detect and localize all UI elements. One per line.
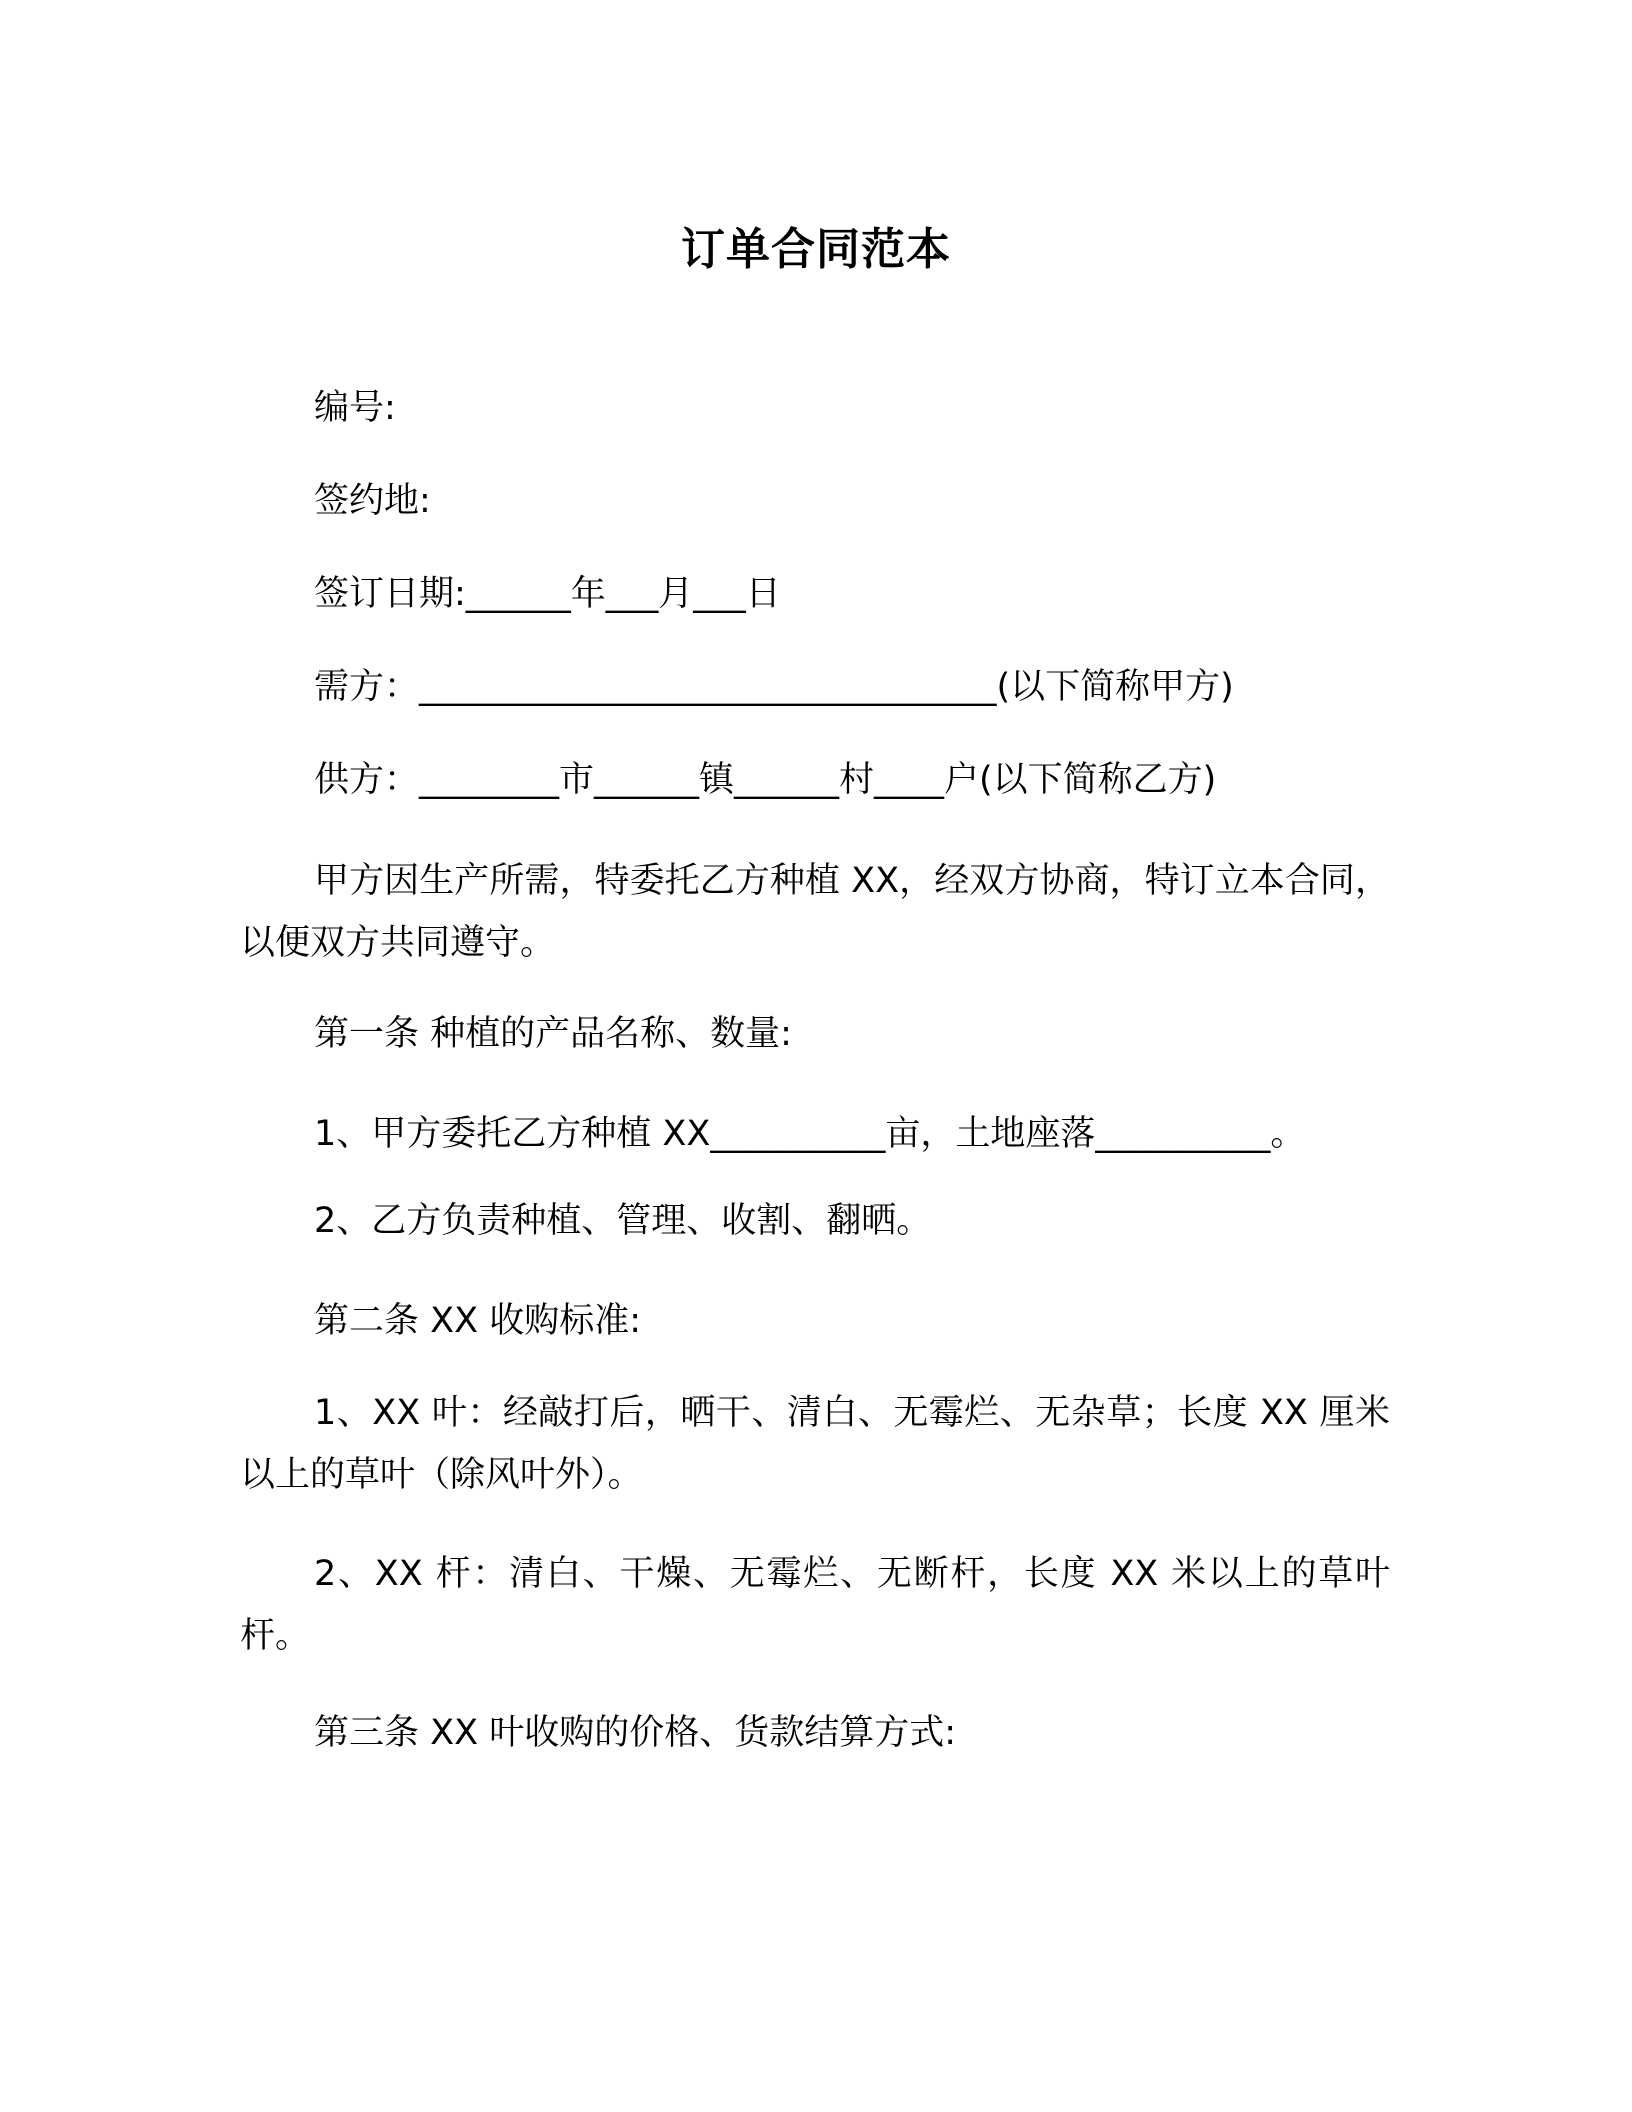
signing-date-line: 签订日期:______年___月___日 (314, 574, 781, 614)
party-a-line: 需方：_________________________________(以下简称甲方) (314, 667, 1234, 707)
article-1-item-2: 2、乙方负责种植、管理、收割、翻晒。 (314, 1201, 932, 1241)
article-2-item-2: 2、XX 杆：清白、干燥、无霉烂、无断杆，长度 XX 米以上的草叶杆。 (240, 1554, 1390, 1656)
article-3-heading: 第三条 XX 叶收购的价格、货款结算方式: (314, 1713, 956, 1753)
article-1-heading: 第一条 种植的产品名称、数量: (314, 1014, 792, 1054)
contract-number-label: 编号: (314, 388, 396, 428)
article-2-heading: 第二条 XX 收购标准: (314, 1301, 641, 1341)
signing-place-label: 签约地: (314, 481, 431, 521)
intro-paragraph: 甲方因生产所需，特委托乙方种植 XX，经双方协商，特订立本合同，以便双方共同遵守。 (240, 861, 1390, 963)
article-2-item-1: 1、XX 叶：经敲打后，晒干、清白、无霉烂、无杂草；长度 XX 厘米以上的草叶（除风叶外）。 (240, 1393, 1390, 1495)
article-1-item-1: 1、甲方委托乙方种植 XX__________亩，土地座落__________。 (314, 1114, 1306, 1154)
party-b-line: 供方：________市______镇______村____户(以下简称乙方) (314, 760, 1217, 800)
document-title: 订单合同范本 (681, 224, 951, 275)
